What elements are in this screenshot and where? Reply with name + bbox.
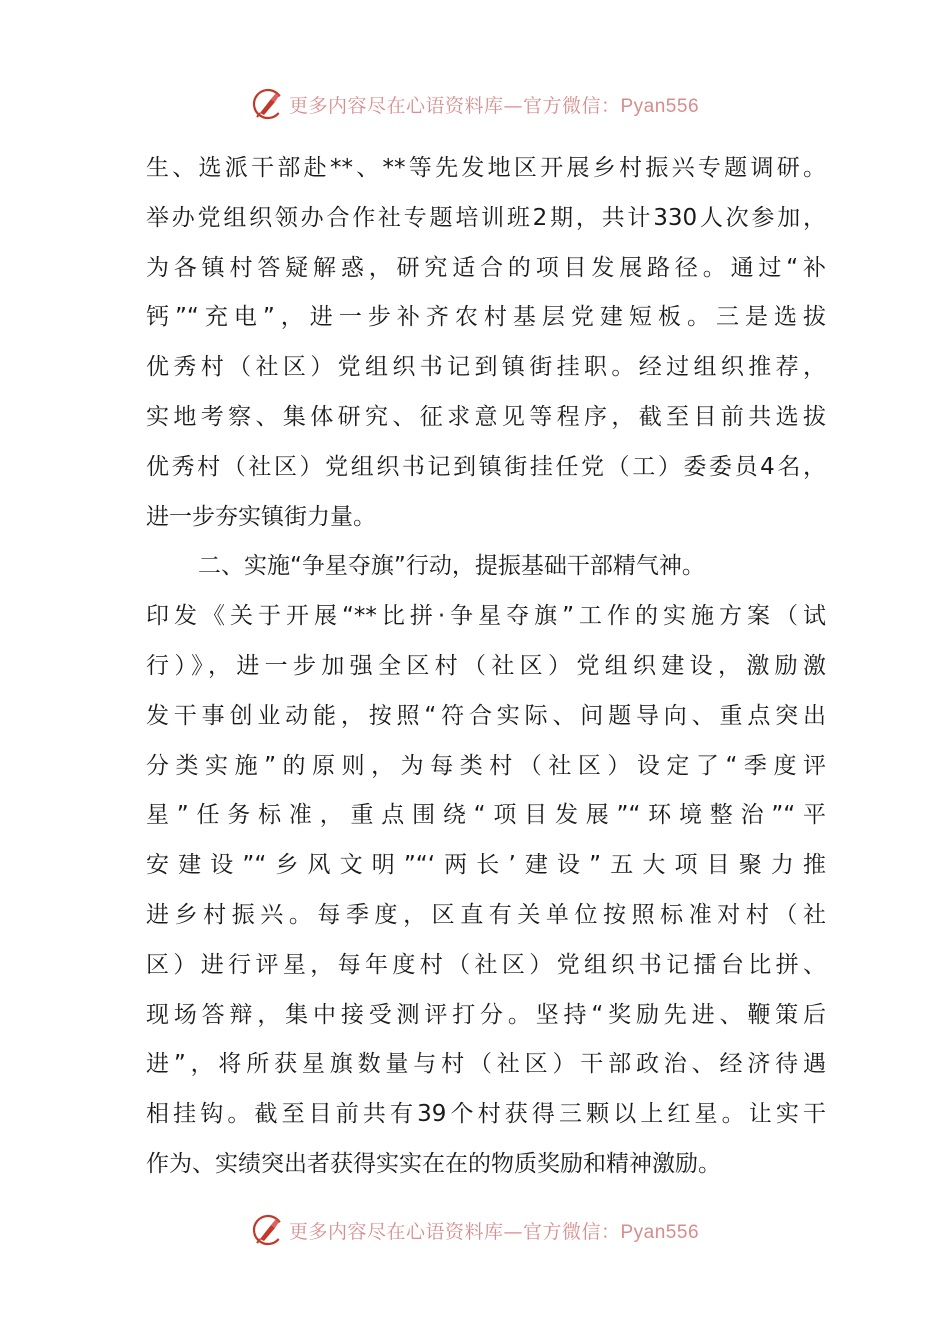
text-line: 实地考察、集体研究、征求意见等程序，截至目前共选拔: [146, 403, 826, 430]
pen-nib-logo-icon: [251, 87, 285, 121]
text-line: 现场答辩，集中接受测评打分。坚持“奖励先进、鞭策后: [146, 1001, 826, 1028]
text-line: 区）进行评星，每年度村（社区）党组织书记擂台比拼、: [146, 951, 826, 978]
text-line: 进一步夯实镇街力量。: [146, 503, 376, 530]
text-line: 进”，将所获星旗数量与村（社区）干部政治、经济待遇: [146, 1051, 826, 1078]
pen-nib-logo-icon: [251, 1213, 285, 1247]
body-text: [146, 144, 826, 1190]
text-line: 星”任务标准，重点围绕“项目发展”“环境整治”“平: [146, 802, 826, 829]
footer-watermark: [0, 1212, 950, 1248]
text-line: 进乡村振兴。每季度，区直有关单位按照标准对村（社: [146, 901, 826, 928]
text-line: 钙”“充电”，进一步补齐农村基层党建短板。三是选拔: [146, 304, 826, 331]
text-line: 举办党组织领办合作社专题培训班2期，共计330人次参加，: [146, 204, 826, 231]
paragraph-1: [146, 144, 826, 542]
paragraph-2: [146, 542, 826, 1189]
text-line: 为各镇村答疑解惑，研究适合的项目发展路径。通过“补: [146, 254, 826, 281]
watermark-account: Pyan556: [620, 95, 700, 117]
text-line: 发干事创业动能，按照“符合实际、问题导向、重点突出: [146, 702, 826, 729]
text-line: 优秀村（社区）党组织书记到镇街挂任党（工）委委员4名，: [146, 453, 826, 480]
text-line: 相挂钩。截至目前共有39个村获得三颗以上红星。让实干: [146, 1101, 826, 1128]
text-line: 优秀村（社区）党组织书记到镇街挂职。经过组织推荐，: [146, 354, 826, 381]
text-line: 安建设”“乡风文明”“‘两长’建设”五大项目聚力推: [146, 852, 826, 879]
text-line: 行）》，进一步加强全区村（社区）党组织建设，激励激: [146, 652, 826, 679]
watermark-account: Pyan556: [620, 1221, 700, 1243]
watermark-text: 更多内容尽在心语资料库—官方微信：Pyan556: [288, 1220, 700, 1243]
header-watermark: [0, 86, 950, 122]
text-line: 分类实施”的原则，为每类村（社区）设定了“季度评: [146, 752, 826, 779]
section-heading-line: 二、实施“争星夺旗”行动，提振基础干部精气神。: [198, 553, 705, 580]
text-line: 印发《关于开展“**比拼·争星夺旗”工作的实施方案（试: [146, 603, 826, 630]
text-line: 生、选派干部赴**、**等先发地区开展乡村振兴专题调研。: [146, 155, 826, 181]
text-line: 作为、实绩突出者获得实实在在的物质奖励和精神激励。: [146, 1150, 721, 1177]
watermark-text: 更多内容尽在心语资料库—官方微信：Pyan556: [288, 94, 700, 117]
